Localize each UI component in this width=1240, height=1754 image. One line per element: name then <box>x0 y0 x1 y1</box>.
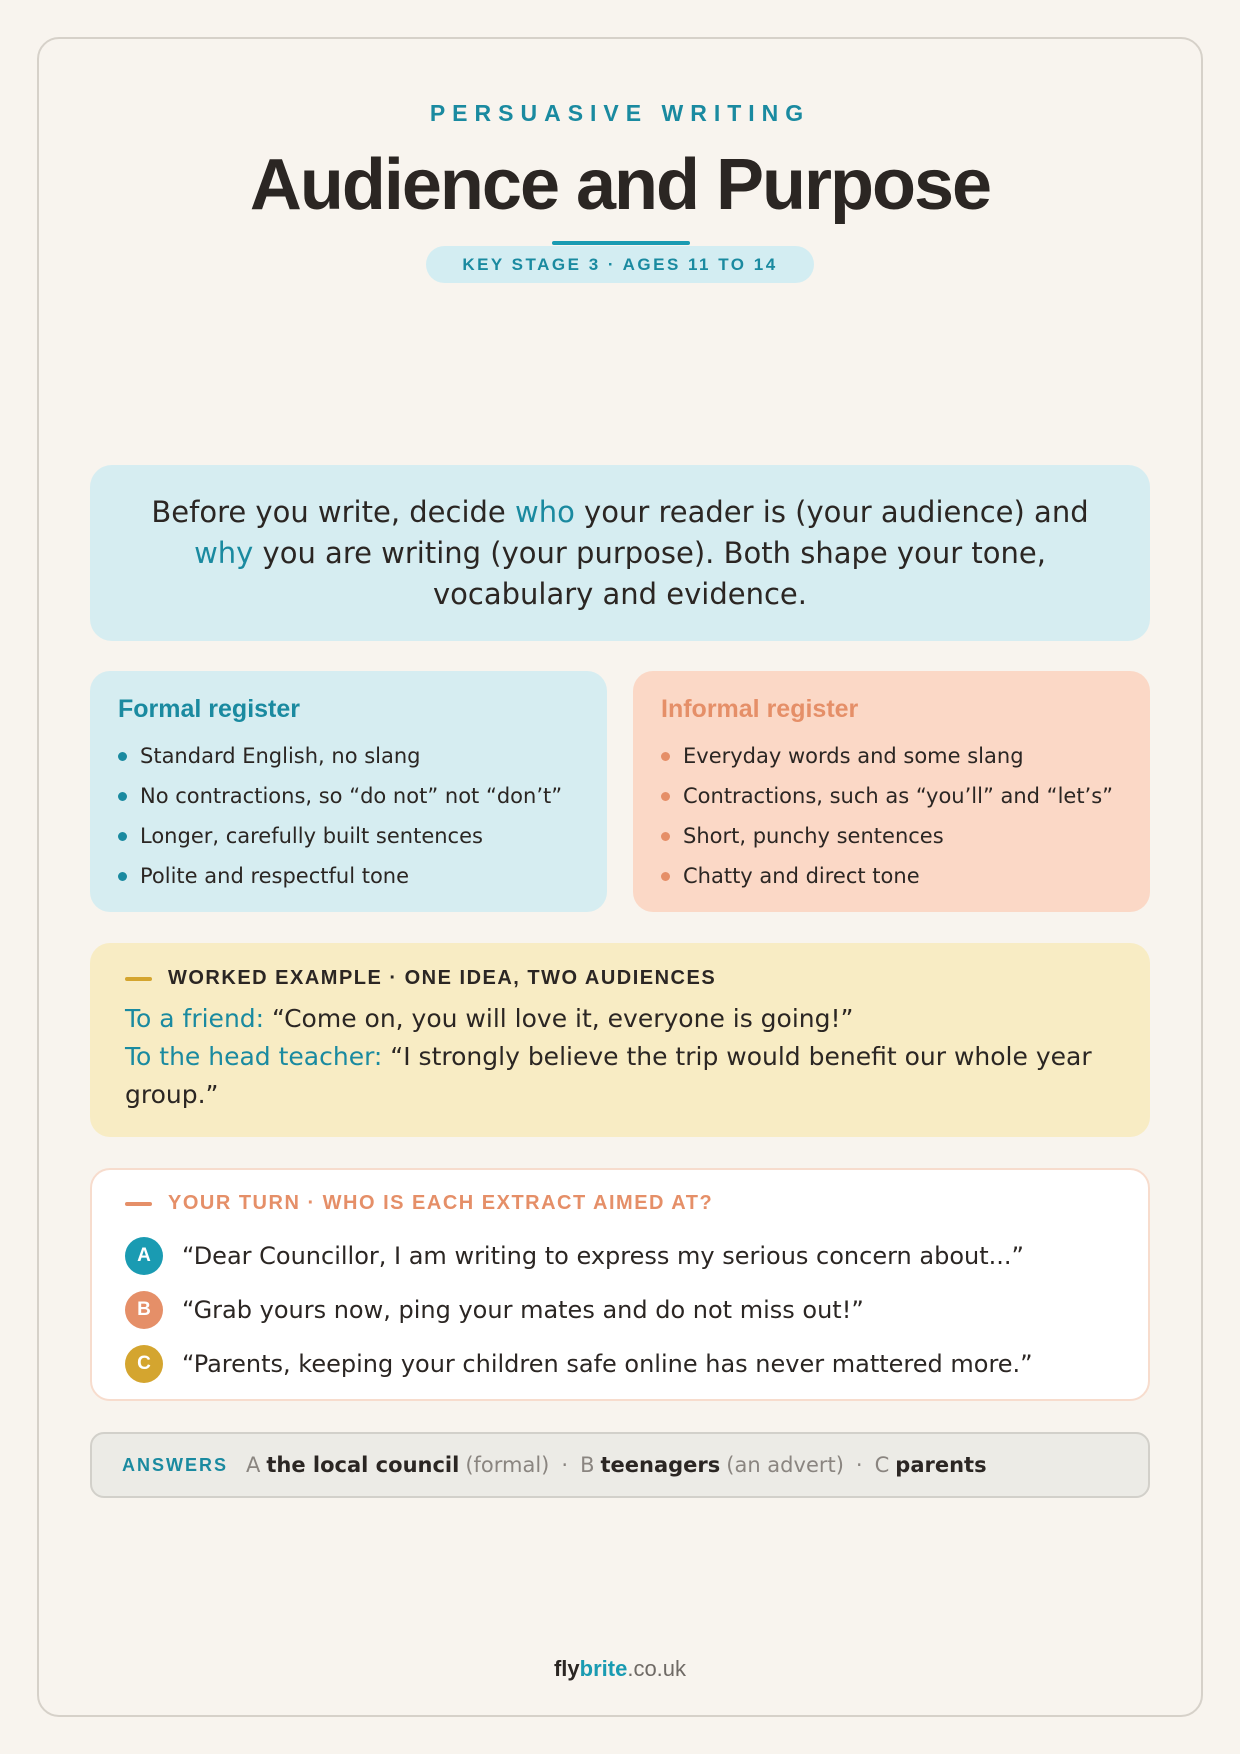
answer-letter: B <box>580 1453 595 1477</box>
title-underline <box>552 241 690 245</box>
brand-name-part: fly <box>553 1656 580 1681</box>
worked-example-box <box>90 943 1150 1137</box>
extract-item-a <box>125 1229 1115 1283</box>
bullet-icon <box>661 832 670 841</box>
teacher-quote: “I strongly believe the trip would benefit our whole year group.” <box>125 1042 1092 1109</box>
list-item <box>661 816 1122 856</box>
list-item <box>118 736 579 776</box>
eyebrow-label: PERSUASIVE WRITING <box>429 100 811 126</box>
informal-register-heading: Informal register <box>661 695 859 723</box>
your-turn-heading <box>125 1192 1115 1215</box>
your-turn-box <box>90 1168 1150 1401</box>
friend-label: To a friend: <box>125 1004 265 1033</box>
list-item-text: Short, punchy sentences <box>683 824 944 848</box>
list-item-text: Chatty and direct tone <box>683 864 920 888</box>
heading-bar-icon <box>125 977 152 981</box>
intro-highlight-who: who <box>514 494 575 529</box>
list-item <box>118 776 579 816</box>
extract-item-b <box>125 1283 1115 1337</box>
formal-register-list <box>118 736 579 896</box>
intro-text-part: Before you write, decide <box>151 494 515 529</box>
intro-highlight-why: why <box>194 535 254 570</box>
bullet-icon <box>118 792 127 801</box>
bullet-icon <box>661 872 670 881</box>
list-item <box>118 816 579 856</box>
list-item-text: No contractions, so “do not” not “don’t” <box>140 784 563 808</box>
formal-register-card <box>90 671 607 912</box>
answer-letter: C <box>874 1453 890 1477</box>
brand-footer <box>0 1656 1240 1682</box>
bullet-icon <box>661 792 670 801</box>
worked-example-heading-text: WORKED EXAMPLE · ONE IDEA, TWO AUDIENCES <box>168 967 717 989</box>
heading-bar-icon <box>125 1202 152 1206</box>
list-item <box>661 856 1122 896</box>
answer-note: (formal) <box>465 1453 550 1477</box>
list-item-text: Polite and respectful tone <box>140 864 410 888</box>
letter-b-badge-icon: B <box>125 1291 163 1329</box>
extract-text: “Dear Councillor, I am writing to express my serious concern about...” <box>182 1242 1024 1270</box>
extract-text: “Parents, keeping your children safe online has never mattered more.” <box>182 1350 1033 1378</box>
letter-a-badge-icon: A <box>125 1237 163 1275</box>
intro-text <box>150 492 1090 615</box>
answer-separator: · <box>561 1453 569 1477</box>
intro-text-part: your reader is (your audience) and <box>574 494 1089 529</box>
bullet-icon <box>118 872 127 881</box>
answers-label: ANSWERS <box>122 1454 229 1475</box>
answer-letter: A <box>246 1453 261 1477</box>
answer-note: (an advert) <box>726 1453 844 1477</box>
bullet-icon <box>661 752 670 761</box>
extract-item-c <box>125 1337 1115 1391</box>
list-item <box>118 856 579 896</box>
answer-separator: · <box>855 1453 863 1477</box>
bullet-icon <box>118 832 127 841</box>
extract-text: “Grab yours now, ping your mates and do not miss out!” <box>182 1296 864 1324</box>
brand-name-part: brite <box>579 1656 628 1681</box>
friend-example <box>125 1000 1115 1038</box>
informal-register-card <box>633 671 1150 912</box>
list-item-text: Standard English, no slang <box>140 744 421 768</box>
answer-value: the local council <box>266 1453 460 1477</box>
intro-text-part: you are writing (your purpose). Both shape your tone, vocabulary and evidence. <box>253 535 1046 611</box>
answer-value: parents <box>895 1453 987 1477</box>
list-item <box>661 776 1122 816</box>
level-pill: KEY STAGE 3 · AGES 11 TO 14 <box>426 246 814 283</box>
your-turn-heading-text: YOUR TURN · WHO IS EACH EXTRACT AIMED AT? <box>168 1192 714 1214</box>
list-item-text: Contractions, such as “you’ll” and “let’s” <box>683 784 1114 808</box>
answer-value: teenagers <box>600 1453 721 1477</box>
list-item <box>661 736 1122 776</box>
page-title: Audience and Purpose <box>249 145 991 225</box>
teacher-example <box>125 1038 1115 1114</box>
bullet-icon <box>118 752 127 761</box>
brand-domain: .co.uk <box>627 1656 687 1681</box>
worked-example-heading <box>125 967 1115 990</box>
answers-bar <box>90 1432 1150 1498</box>
friend-quote: “Come on, you will love it, everyone is going!” <box>264 1004 854 1033</box>
intro-box <box>90 465 1150 641</box>
letter-c-badge-icon: C <box>125 1345 163 1383</box>
list-item-text: Everyday words and some slang <box>683 744 1024 768</box>
informal-register-list <box>661 736 1122 896</box>
teacher-label: To the head teacher: <box>125 1042 383 1071</box>
list-item-text: Longer, carefully built sentences <box>140 824 483 848</box>
formal-register-heading: Formal register <box>118 695 301 723</box>
